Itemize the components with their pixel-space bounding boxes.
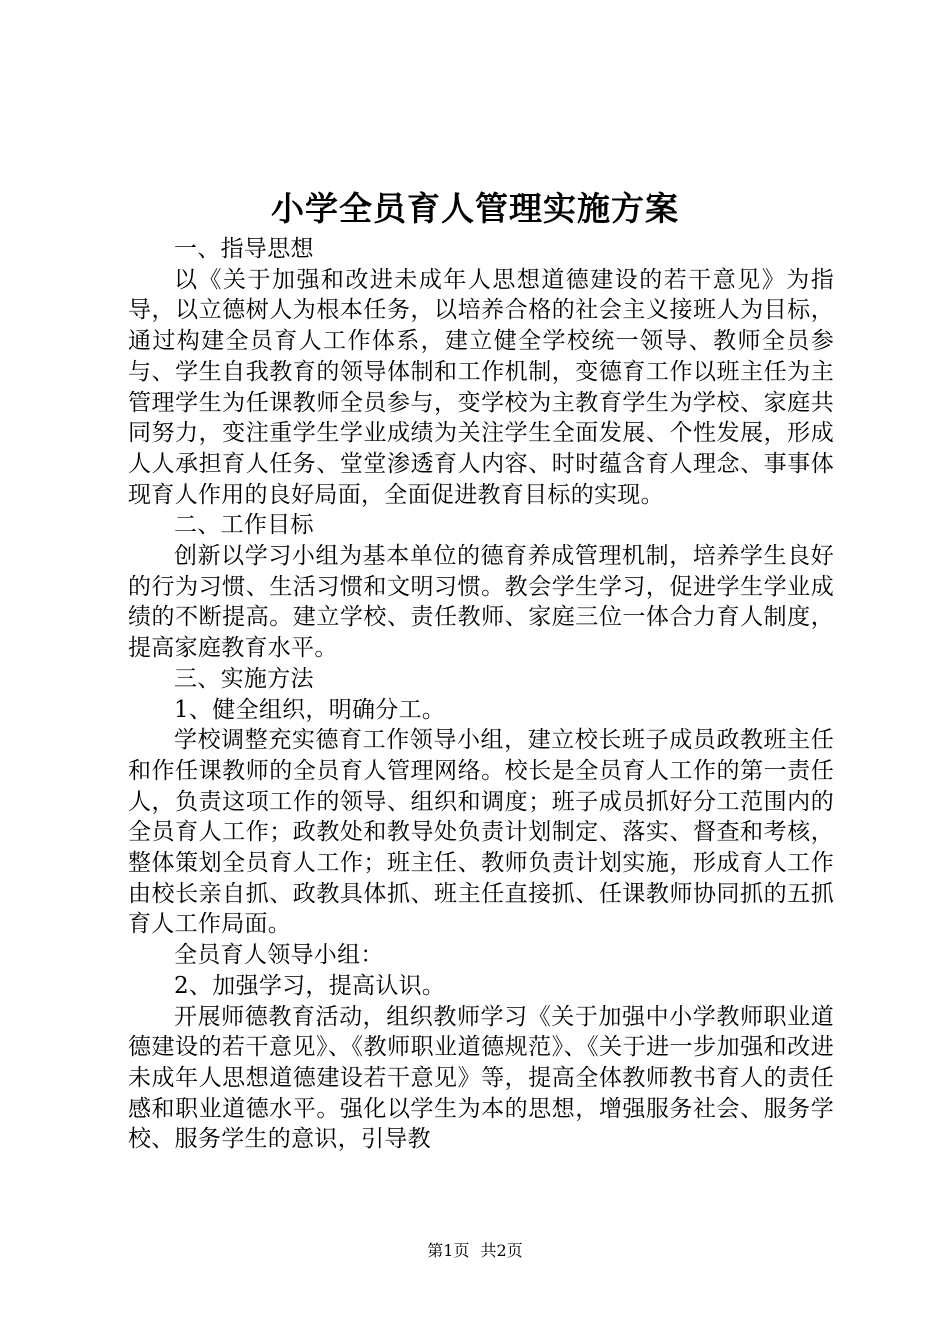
- paragraph-organization: 学校调整充实德育工作领导小组，建立校长班子成员政教班主任和作任课教师的全员育人管理网络。校长是全员育人工作的第一责任人，负责这项工作的领导、组织和调度；班子成员抓好分工范围内的全员育人工作；政教处和教导处负责计划制定、落实、督查和考核，整体策划全员育人工作；班主任、教师负责计划实施，形成育人工作由校长亲自抓、政教具体抓、班主任直接抓、任课教师协同抓的五抓育人工作局面。: [128, 727, 834, 938]
- leadership-group-label: 全员育人领导小组：: [174, 942, 384, 969]
- paragraph-work-goals: 创新以学习小组为基本单位的德育养成管理机制，培养学生良好的行为习惯、生活习惯和文明习惯。教会学生学习，促进学生学业成绩的不断提高。建立学校、责任教师、家庭三位一体合力育人制度，提高家庭教育水平。: [128, 543, 834, 662]
- subheading-organization: 1、健全组织，明确分工。: [174, 696, 446, 723]
- paragraph-guiding-ideology: 以《关于加强和改进未成年人思想道德建设的若干意见》为指导，以立德树人为根本任务，以培养合格的社会主义接班人为目标，通过构建全员育人工作体系，建立健全学校统一领导、教师全员参与、学生自我教育的领导体制和工作机制，变德育工作以班主任为主管理学生为任课教师全员参与，变学校为主教育学生为学校、家庭共同努力，变注重学生学业成绩为关注学生全面发展、个性发展，形成人人承担育人任务、堂堂渗透育人内容、时时蕴含育人理念、事事体现育人作用的良好局面，全面促进教育目标的实现。: [128, 266, 834, 508]
- section-heading-implementation: 三、实施方法: [174, 665, 314, 692]
- document-title: 小学全员育人管理实施方案: [271, 189, 679, 228]
- document-body: [128, 234, 834, 1155]
- section-heading-work-goals: 二、工作目标: [174, 512, 314, 539]
- subheading-study: 2、加强学习，提高认识。: [174, 972, 446, 999]
- page-number: 第1页: [427, 1241, 470, 1260]
- page-total: 共2页: [480, 1241, 523, 1260]
- page-footer: [0, 1241, 950, 1261]
- section-heading-guiding-ideology: 一、指导思想: [174, 236, 314, 262]
- paragraph-study: 开展师德教育活动，组织教师学习《关于加强中小学教师职业道德建设的若干意见》、《教师职业道德规范》、《关于进一步加强和改进未成年人思想道德建设若干意见》等，提高全体教师教书育人的责任感和职业道德水平。强化以学生为本的思想，增强服务社会、服务学校、服务学生的意识，引导教: [128, 1003, 834, 1153]
